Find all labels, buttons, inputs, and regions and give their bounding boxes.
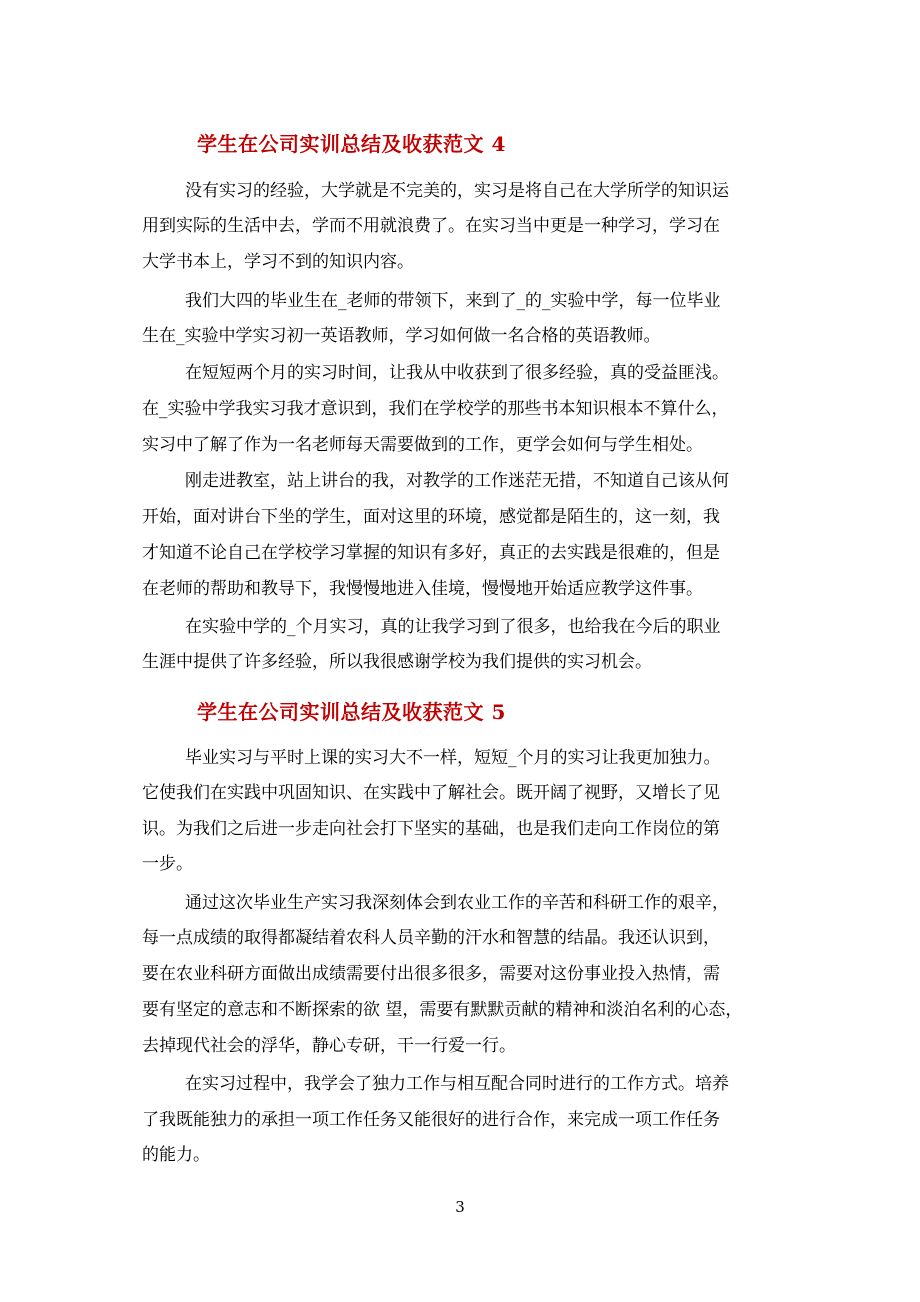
text-line: 在短短两个月的实习时间，让我从中收获到了很多经验，真的受益匪浅。 (185, 363, 729, 383)
text-line: 生涯中提供了许多经验，所以我很感谢学校为我们提供的实习机会。 (142, 652, 652, 672)
text-line: 识。为我们之后进一步走向社会打下坚实的基础，也是我们走向工作岗位的第 (142, 819, 720, 839)
text-line: 大学书本上，学习不到的知识内容。 (142, 252, 414, 272)
text-line: 了我既能独力的承担一项工作任务又能很好的进行合作，来完成一项工作任务 (142, 1110, 720, 1130)
section-5-heading: 学生在公司实训总结及收获范文 5 (197, 700, 506, 724)
section-4-heading: 学生在公司实训总结及收获范文 4 (197, 132, 506, 156)
text-line: 在实习过程中，我学会了独力工作与相互配合同时进行的工作方式。培养 (185, 1074, 729, 1094)
text-line: 它使我们在实践中巩固知识、在实践中了解社会。既开阔了视野，又增长了见 (142, 783, 720, 803)
text-line: 我们大四的毕业生在_老师的带领下，来到了_的_实验中学，每一位毕业 (185, 291, 721, 311)
text-line: 才知道不论自己在学校学习掌握的知识有多好，真正的去实践是很难的，但是 (142, 543, 720, 563)
text-line: 要在农业科研方面做出成绩需要付出很多很多，需要对这份事业投入热情，需 (142, 964, 720, 984)
text-line: 在实验中学的_个月实习，真的让我学习到了很多，也给我在今后的职业 (185, 617, 721, 637)
text-line: 刚走进教室，站上讲台的我，对教学的工作迷茫无措，不知道自己该从何 (185, 471, 729, 491)
text-line: 在_实验中学我实习我才意识到，我们在学校学的那些书本知识根本不算什么， (142, 399, 729, 419)
text-line: 在老师的帮助和教导下，我慢慢地进入佳境，慢慢地开始适应教学这件事。 (142, 579, 703, 599)
text-line: 去掉现代社会的浮华，静心专研，干一行爱一行。 (142, 1036, 516, 1056)
text-line: 生在_实验中学实习初一英语教师，学习如何做一名合格的英语教师。 (142, 326, 661, 346)
page-number: 3 (455, 1198, 465, 1216)
text-line: 的能力。 (142, 1145, 210, 1165)
text-line: 开始，面对讲台下坐的学生，面对这里的环境，感觉都是陌生的，这一刻，我 (142, 507, 720, 527)
text-line: 通过这次毕业生产实习我深刻体会到农业工作的辛苦和科研工作的艰辛， (185, 893, 729, 913)
text-line: 一步。 (142, 854, 193, 874)
text-line: 实习中了解了作为一名老师每天需要做到的工作，更学会如何与学生相处。 (142, 435, 703, 455)
text-line: 每一点成绩的取得都凝结着农科人员辛勤的汗水和智慧的结晶。我还认识到， (142, 928, 720, 948)
text-line: 用到实际的生活中去，学而不用就浪费了。在实习当中更是一种学习，学习在 (142, 216, 720, 236)
text-line: 要有坚定的意志和不断探索的欲 望，需要有默默贡献的精神和淡泊名利的心态， (142, 1000, 743, 1020)
text-line: 毕业实习与平时上课的实习大不一样，短短_个月的实习让我更加独力。 (185, 748, 721, 768)
text-line: 没有实习的经验，大学就是不完美的，实习是将自己在大学所学的知识运 (185, 181, 729, 201)
